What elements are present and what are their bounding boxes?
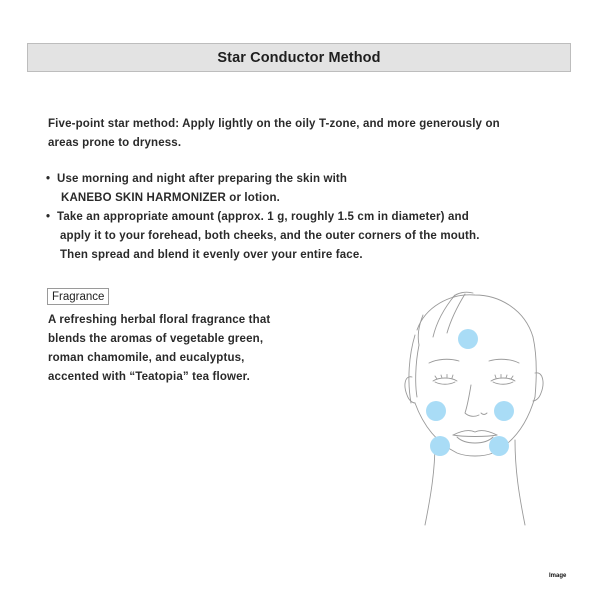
right-mouth-corner-dot-icon [489,436,509,456]
bullet-1-line-1: Use morning and night after preparing the skin with [57,173,348,185]
face-lines [405,292,543,525]
fragrance-line-4: accented with “Teatopia” tea flower. [48,371,251,383]
fragrance-line-2: blends the aromas of vegetable green, [48,333,264,345]
bullet-2-line-3: Then spread and blend it evenly over your entire face. [60,249,363,261]
image-note: Image [549,573,567,579]
usage-list [46,170,566,265]
list-item [46,170,566,208]
fragrance-description [48,311,308,387]
list-item [46,208,566,265]
title-bar [27,43,571,72]
face-outline-icon [395,285,555,530]
forehead-dot-icon [458,329,478,349]
intro-line-1: Five-point star method: Apply lightly on the oily T-zone, and more generously on [48,118,500,130]
bullet-1-line-2: KANEBO SKIN HARMONIZER or lotion. [61,192,280,204]
fragrance-label: Fragrance [47,288,109,305]
bullet-2-line-1: Take an appropriate amount (approx. 1 g, roughly 1.5 cm in diameter) and [57,211,469,223]
left-mouth-corner-dot-icon [430,436,450,456]
bullet-marker: • [46,173,51,185]
bullet-2-line-2: apply it to your forehead, both cheeks, and the outer corners of the mouth. [60,230,480,242]
intro-line-2: areas prone to dryness. [48,137,182,149]
right-cheek-dot-icon [494,401,514,421]
fragrance-line-1: A refreshing herbal floral fragrance that [48,314,271,326]
intro-paragraph [48,115,548,153]
left-cheek-dot-icon [426,401,446,421]
fragrance-line-3: roman chamomile, and eucalyptus, [48,352,245,364]
bullet-marker: • [46,211,51,223]
page-title: Star Conductor Method [217,49,381,66]
